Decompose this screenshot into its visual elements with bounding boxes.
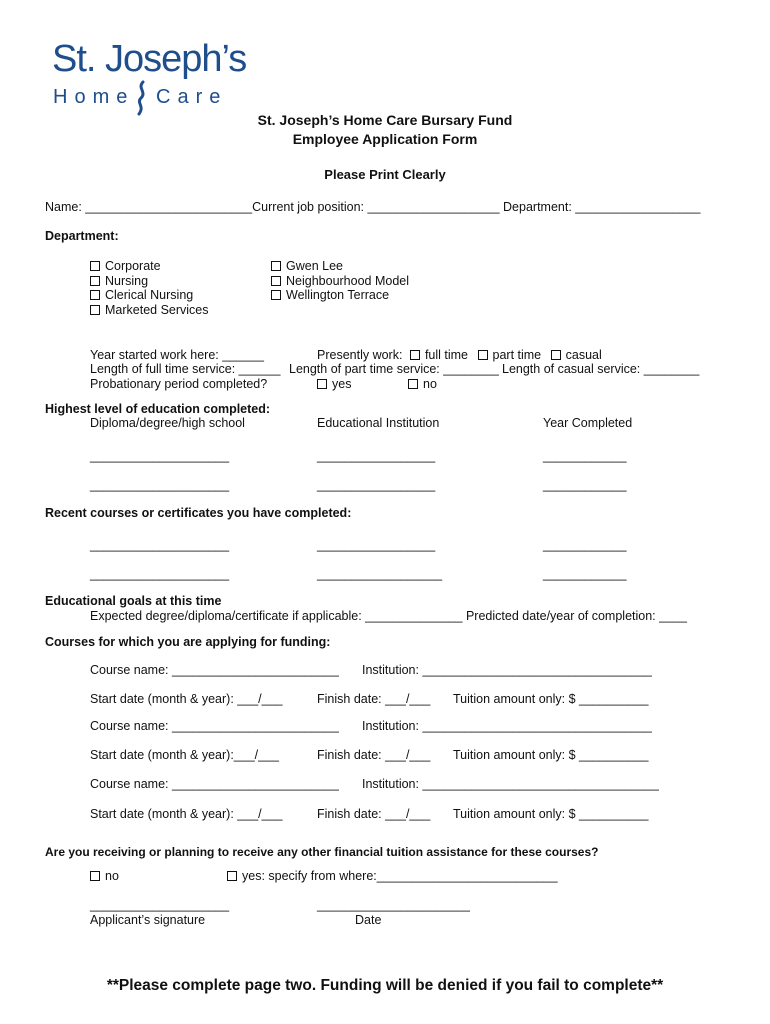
signature-line[interactable]: ____________________ <box>90 898 230 912</box>
logo-text-care: Care <box>156 86 228 108</box>
goals-heading: Educational goals at this time <box>45 594 222 608</box>
education-col-year: Year Completed <box>543 416 633 430</box>
start-date-field[interactable]: Start date (month & year):___/___ <box>90 748 279 762</box>
course-name-field[interactable]: Course name: ________________________ <box>90 777 339 791</box>
name-position-department-row[interactable]: Name: ________________________Current job position: ___________________ Department: __________________ <box>45 200 701 214</box>
checkbox-icon[interactable] <box>551 350 561 360</box>
signature-label: Applicant’s signature <box>90 913 206 927</box>
finish-date-field[interactable]: Finish date: ___/___ <box>317 748 431 762</box>
checkbox-icon[interactable] <box>271 261 281 271</box>
checkbox-icon[interactable] <box>227 871 237 881</box>
date-line[interactable]: ______________________ <box>317 898 470 912</box>
length-full-time-field[interactable]: Length of full time service: ______ <box>90 362 281 376</box>
checkbox-icon[interactable] <box>90 290 100 300</box>
education-blank[interactable]: _________________ <box>317 478 436 492</box>
dept-option-clerical-nursing[interactable]: Clerical Nursing <box>90 288 193 302</box>
presently-work-label: Presently work: <box>317 348 403 362</box>
length-casual-field[interactable]: Length of casual service: ________ <box>502 362 700 376</box>
recent-course-blank[interactable]: ____________________ <box>90 567 230 581</box>
checkbox-icon[interactable] <box>478 350 488 360</box>
logo-swoosh-icon <box>133 80 151 116</box>
dept-option-gwen-lee[interactable]: Gwen Lee <box>271 259 343 273</box>
checkbox-icon[interactable] <box>317 379 327 389</box>
education-blank[interactable]: _________________ <box>317 449 436 463</box>
department-heading: Department: <box>45 229 119 243</box>
print-note: Please Print Clearly <box>324 167 446 182</box>
checkbox-icon[interactable] <box>90 305 100 315</box>
form-subtitle: Employee Application Form <box>292 131 478 147</box>
institution-field[interactable]: Institution: _________________________________ <box>362 663 652 677</box>
assistance-yes[interactable]: yes: specify from where:__________________________ <box>227 869 558 883</box>
tuition-amount-field[interactable]: Tuition amount only: $ __________ <box>453 692 649 706</box>
education-col-institution: Educational Institution <box>317 416 440 430</box>
recent-course-blank[interactable]: _________________ <box>317 538 436 552</box>
education-col-diploma: Diploma/degree/high school <box>90 416 245 430</box>
presently-work-row <box>317 348 602 362</box>
dept-option-corporate[interactable]: Corporate <box>90 259 161 273</box>
form-title: St. Joseph’s Home Care Bursary Fund <box>257 112 513 128</box>
length-part-time-field[interactable]: Length of part time service: ________ <box>289 362 499 376</box>
start-date-field[interactable]: Start date (month & year): ___/___ <box>90 692 283 706</box>
recent-courses-heading: Recent courses or certificates you have completed: <box>45 506 352 520</box>
course-name-field[interactable]: Course name: ________________________ <box>90 719 339 733</box>
dept-option-neighbourhood-model[interactable]: Neighbourhood Model <box>271 274 409 288</box>
probation-no[interactable]: no <box>408 377 437 391</box>
dept-option-marketed-services[interactable]: Marketed Services <box>90 303 209 317</box>
recent-course-blank[interactable]: __________________ <box>317 567 443 581</box>
dept-option-wellington-terrace[interactable]: Wellington Terrace <box>271 288 389 302</box>
education-blank[interactable]: ____________ <box>543 478 627 492</box>
logo-text-top: St. Joseph’s <box>52 38 247 80</box>
start-date-field[interactable]: Start date (month & year): ___/___ <box>90 807 283 821</box>
tuition-amount-field[interactable]: Tuition amount only: $ __________ <box>453 748 649 762</box>
assistance-question: Are you receiving or planning to receive any other financial tuition assistance for these courses? <box>45 845 599 859</box>
institution-field[interactable]: Institution: _________________________________ <box>362 719 652 733</box>
checkbox-icon[interactable] <box>90 871 100 881</box>
recent-course-blank[interactable]: ____________________ <box>90 538 230 552</box>
checkbox-icon[interactable] <box>271 290 281 300</box>
checkbox-icon[interactable] <box>90 276 100 286</box>
goals-line[interactable]: Expected degree/diploma/certificate if applicable: ______________ Predicted date/year of completion: ____ <box>90 609 687 623</box>
recent-course-blank[interactable]: ____________ <box>543 538 627 552</box>
education-heading: Highest level of education completed: <box>45 402 271 416</box>
casual-label: casual <box>565 348 602 362</box>
education-blank[interactable]: ____________ <box>543 449 627 463</box>
dept-option-nursing[interactable]: Nursing <box>90 274 148 288</box>
course-name-field[interactable]: Course name: ________________________ <box>90 663 339 677</box>
education-blank[interactable]: ____________________ <box>90 449 230 463</box>
logo-text-home: Home <box>53 86 135 108</box>
education-blank[interactable]: ____________________ <box>90 478 230 492</box>
checkbox-icon[interactable] <box>271 276 281 286</box>
footer-note: **Please complete page two. Funding will be denied if you fail to complete** <box>106 977 664 994</box>
assistance-no[interactable]: no <box>90 869 119 883</box>
recent-course-blank[interactable]: ____________ <box>543 567 627 581</box>
part-time-label: part time <box>492 348 542 362</box>
finish-date-field[interactable]: Finish date: ___/___ <box>317 692 431 706</box>
checkbox-icon[interactable] <box>410 350 420 360</box>
finish-date-field[interactable]: Finish date: ___/___ <box>317 807 431 821</box>
institution-field[interactable]: Institution: __________________________________ <box>362 777 659 791</box>
year-started-field[interactable]: Year started work here: ______ <box>90 348 264 362</box>
funding-heading: Courses for which you are applying for funding: <box>45 635 331 649</box>
checkbox-icon[interactable] <box>408 379 418 389</box>
date-label: Date <box>355 913 382 927</box>
full-time-label: full time <box>424 348 469 362</box>
probation-question: Probationary period completed? <box>90 377 268 391</box>
tuition-amount-field[interactable]: Tuition amount only: $ __________ <box>453 807 649 821</box>
checkbox-icon[interactable] <box>90 261 100 271</box>
probation-yes[interactable]: yes <box>317 377 351 391</box>
